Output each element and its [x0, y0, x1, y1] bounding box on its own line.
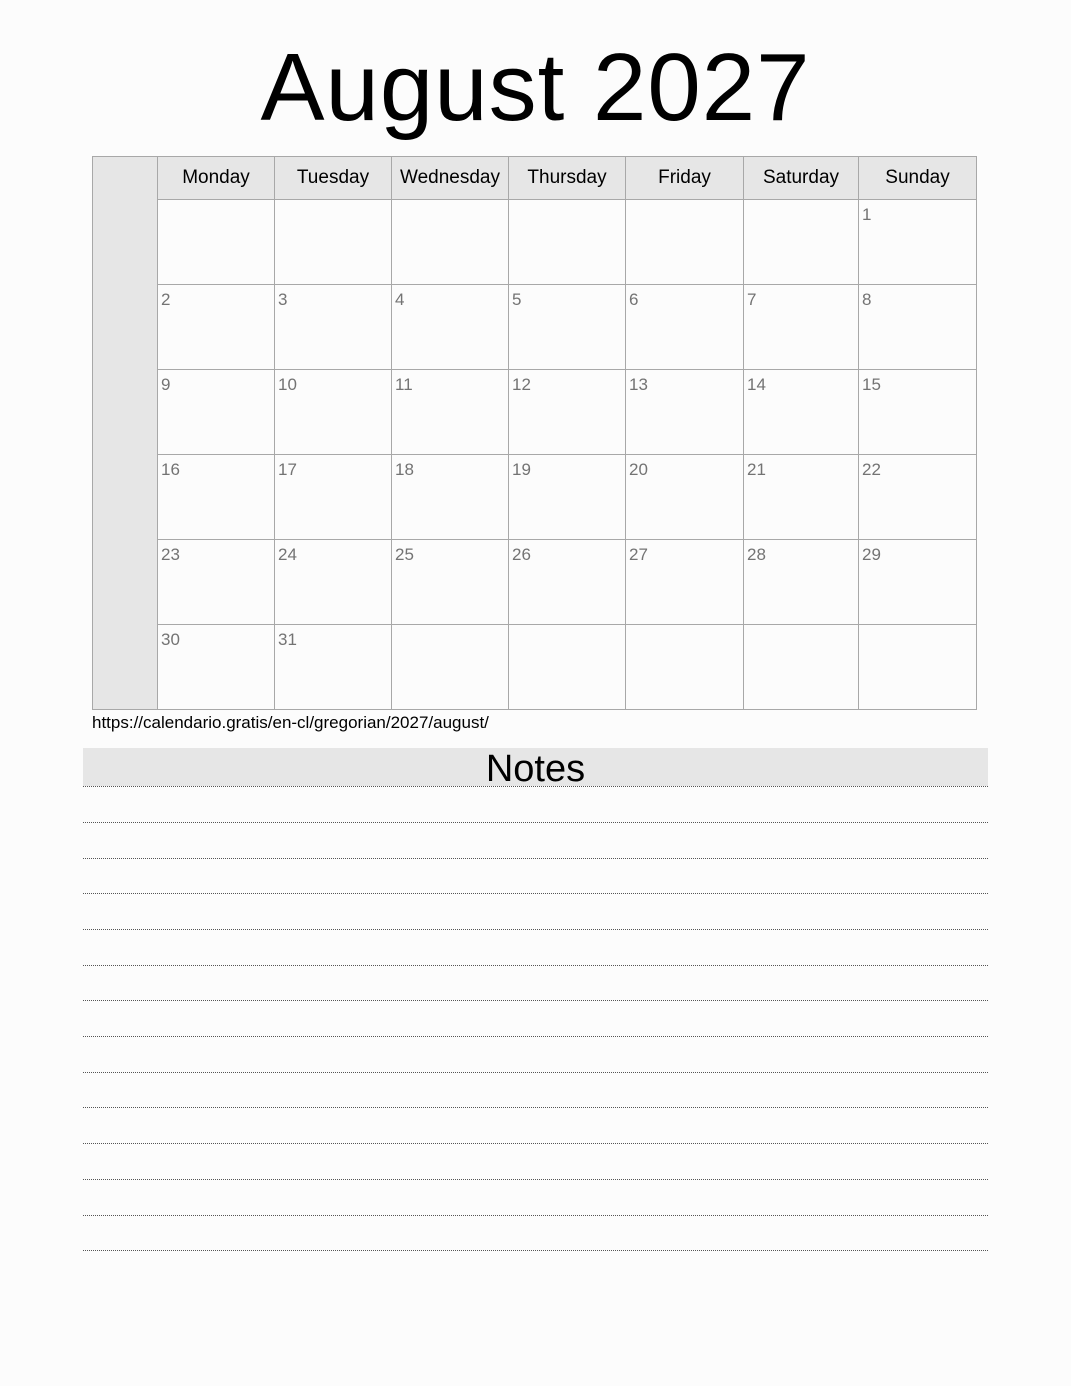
day-cell	[275, 540, 392, 625]
day-number: 22	[862, 460, 881, 479]
day-cell	[509, 200, 626, 285]
day-number: 26	[512, 545, 531, 564]
day-number: 20	[629, 460, 648, 479]
note-line	[83, 965, 988, 966]
day-number: 10	[278, 375, 297, 394]
month-calendar	[92, 156, 977, 710]
day-cell	[626, 200, 744, 285]
day-cell	[744, 285, 859, 370]
day-cell	[509, 285, 626, 370]
day-cell	[275, 200, 392, 285]
source-url: https://calendario.gratis/en-cl/gregorian/2027/august/	[92, 713, 489, 732]
day-number: 30	[161, 630, 180, 649]
day-cell	[158, 370, 275, 455]
weekday-header-sunday: Sunday	[859, 157, 977, 200]
day-cell	[744, 540, 859, 625]
note-line	[83, 858, 988, 859]
day-cell	[509, 455, 626, 540]
day-cell	[744, 200, 859, 285]
day-number: 18	[395, 460, 414, 479]
day-cell	[626, 625, 744, 710]
day-number: 13	[629, 375, 648, 394]
calendar-grid	[157, 156, 977, 710]
day-number: 14	[747, 375, 766, 394]
day-cell	[859, 540, 977, 625]
note-line	[83, 822, 988, 823]
weekday-header-tuesday: Tuesday	[275, 157, 392, 200]
day-cell	[275, 455, 392, 540]
day-number: 17	[278, 460, 297, 479]
day-number: 8	[862, 290, 872, 309]
page-title: August 2027	[260, 34, 811, 141]
day-number: 28	[747, 545, 766, 564]
day-number: 15	[862, 375, 881, 394]
day-cell	[392, 200, 509, 285]
day-cell	[509, 625, 626, 710]
day-cell	[509, 370, 626, 455]
day-number: 19	[512, 460, 531, 479]
day-cell	[275, 370, 392, 455]
day-number: 6	[629, 290, 639, 309]
day-number: 16	[161, 460, 180, 479]
weekday-header-monday: Monday	[158, 157, 275, 200]
day-cell	[859, 285, 977, 370]
day-number: 9	[161, 375, 171, 394]
note-line	[83, 1215, 988, 1216]
day-number: 1	[862, 205, 872, 224]
day-number: 3	[278, 290, 288, 309]
weekday-header-thursday: Thursday	[509, 157, 626, 200]
day-cell	[626, 370, 744, 455]
day-cell	[744, 625, 859, 710]
day-number: 21	[747, 460, 766, 479]
day-cell	[392, 370, 509, 455]
day-number: 31	[278, 630, 297, 649]
day-cell	[158, 625, 275, 710]
day-number: 5	[512, 290, 522, 309]
day-number: 27	[629, 545, 648, 564]
day-cell	[626, 285, 744, 370]
day-cell	[626, 455, 744, 540]
day-cell	[392, 625, 509, 710]
notes-heading: Notes	[83, 748, 988, 786]
day-cell	[392, 540, 509, 625]
day-number: 24	[278, 545, 297, 564]
note-line	[83, 1143, 988, 1144]
day-cell	[626, 540, 744, 625]
day-cell	[392, 455, 509, 540]
note-line	[83, 1000, 988, 1001]
note-line	[83, 893, 988, 894]
day-number: 12	[512, 375, 531, 394]
note-line	[83, 1036, 988, 1037]
day-number: 29	[862, 545, 881, 564]
day-cell	[158, 540, 275, 625]
day-cell	[392, 285, 509, 370]
day-number: 4	[395, 290, 405, 309]
day-number: 25	[395, 545, 414, 564]
day-number: 11	[395, 375, 413, 394]
day-cell	[859, 200, 977, 285]
day-cell	[744, 455, 859, 540]
weekday-header-wednesday: Wednesday	[392, 157, 509, 200]
note-line	[83, 786, 988, 787]
day-cell	[158, 200, 275, 285]
note-line	[83, 1107, 988, 1108]
weekday-header-friday: Friday	[626, 157, 744, 200]
note-line	[83, 1072, 988, 1073]
weekday-header-saturday: Saturday	[744, 157, 859, 200]
day-cell	[509, 540, 626, 625]
day-cell	[859, 625, 977, 710]
day-cell	[158, 455, 275, 540]
note-line	[83, 1250, 988, 1251]
day-number: 23	[161, 545, 180, 564]
week-number-column	[92, 156, 158, 710]
day-number: 2	[161, 290, 171, 309]
day-cell	[859, 455, 977, 540]
day-cell	[744, 370, 859, 455]
note-line	[83, 1179, 988, 1180]
day-number: 7	[747, 290, 757, 309]
note-line	[83, 929, 988, 930]
day-cell	[275, 285, 392, 370]
day-cell	[859, 370, 977, 455]
day-cell	[158, 285, 275, 370]
day-cell	[275, 625, 392, 710]
